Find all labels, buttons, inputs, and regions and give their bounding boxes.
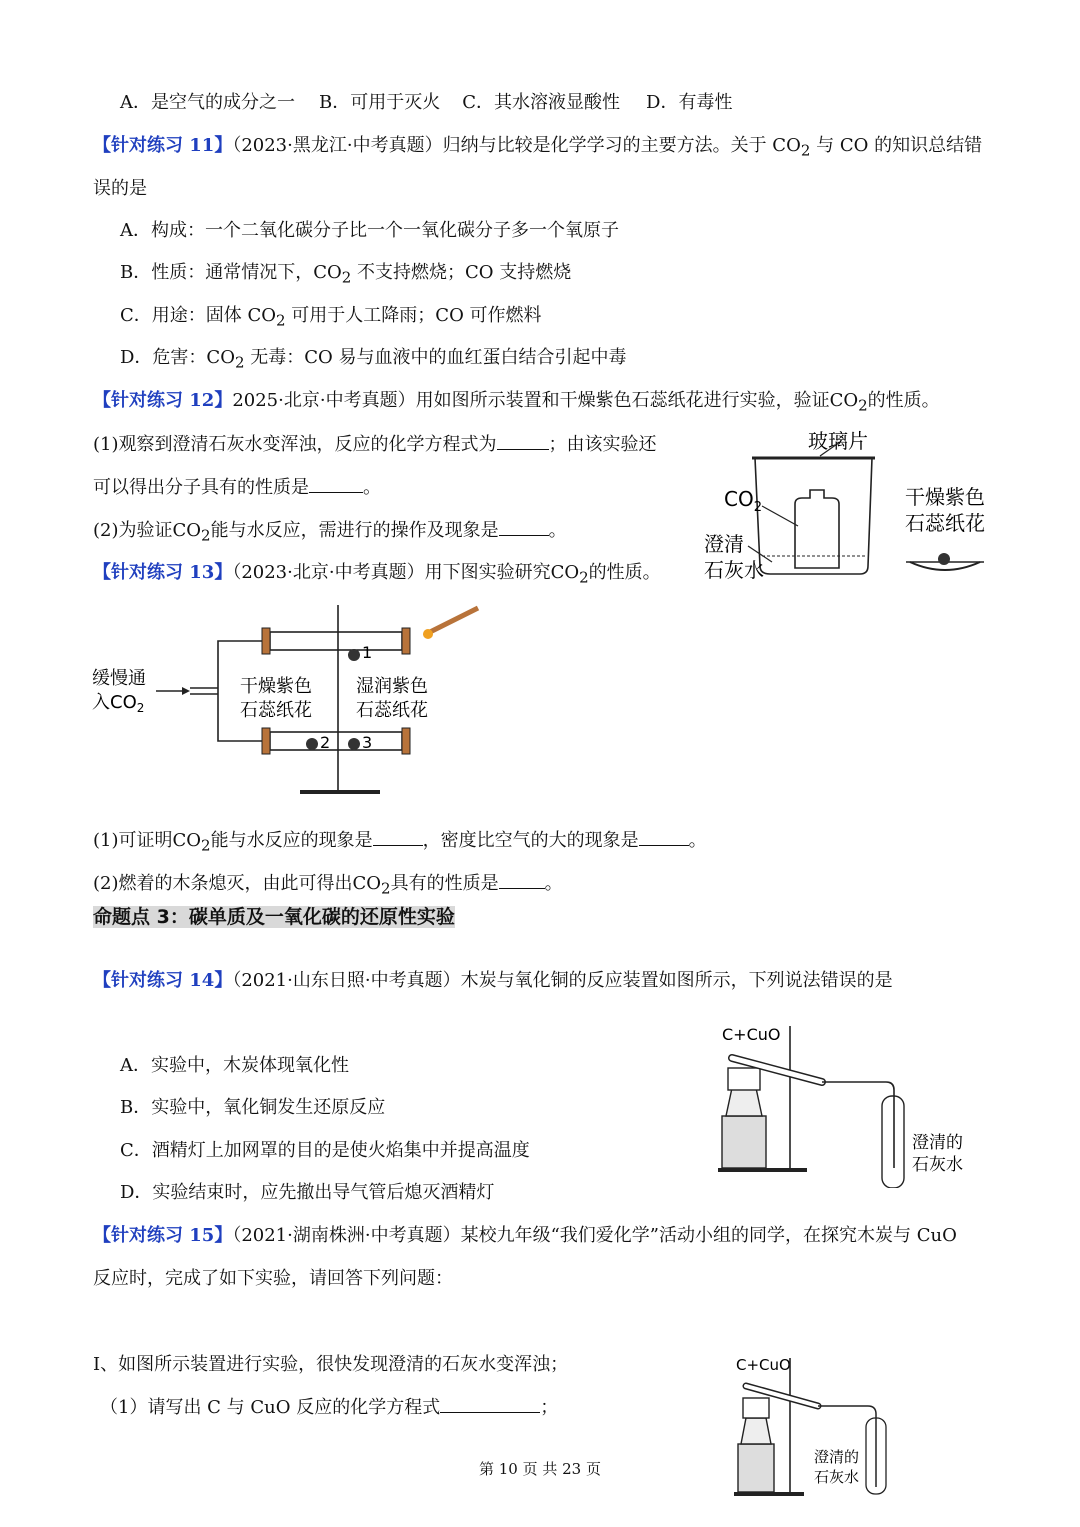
q11-option-a: A．构成：一个二氧化碳分子比一个一氧化碳分子多一个氧原子 (120, 220, 619, 241)
q15-stem-text: （2021·湖南株洲·中考真题）某校九年级“我们爱化学”活动小组的同学，在探究木炭与 CuO (232, 1225, 957, 1246)
q11-stem-line2: 误的是 (93, 178, 147, 199)
slow-co2-label-1: 缓慢通 (92, 668, 146, 689)
q13-stem (93, 562, 661, 589)
q12-part1-line1 (93, 433, 657, 456)
q11-option-c (120, 305, 542, 332)
q11-b-pre: B．性质：通常情况下，CO (120, 262, 342, 283)
q13-p1-mid: 能与水反应的现象是 (210, 830, 373, 851)
q11-option-b (120, 262, 571, 289)
q12-blank-property[interactable] (309, 476, 363, 493)
beaker (752, 458, 875, 574)
co2-leader-line (762, 506, 798, 526)
c-cuo-label: C+CuO (736, 1356, 791, 1374)
q10-option-b: B．可用于灭火 (319, 92, 441, 113)
flower-1 (348, 649, 360, 661)
q12-stem-end: 的性质。 (867, 390, 940, 411)
q11-c-sub: 2 (276, 311, 286, 330)
label-2: 2 (320, 733, 331, 752)
q12-p1b-end: 。 (363, 477, 381, 498)
wet-flower-label-2: 石蕊纸花 (356, 700, 428, 721)
q15-figure (730, 1352, 930, 1502)
q11-tag: 【针对练习 11】 (93, 135, 233, 156)
q11-d-pre: D．危害：CO (120, 347, 235, 368)
q13-p1-pre: (1)可证明CO (93, 830, 202, 851)
q11-stem (93, 135, 982, 162)
q12-p2-pre: (2)为验证CO (93, 520, 202, 541)
q13-tag: 【针对练习 13】 (93, 562, 233, 583)
q13-part2 (93, 872, 563, 900)
dry-flower-label-2: 石蕊纸花 (905, 511, 985, 535)
q13-p2-pre: (2)燃着的木条熄灭，由此可得出CO (93, 873, 382, 894)
wet-flower-label-1: 湿润紫色 (356, 676, 428, 697)
q12-tag: 【针对练习 12】 (93, 390, 233, 411)
limewater-label-1: 澄清的 (814, 1448, 860, 1466)
q13-blank-property[interactable] (499, 872, 545, 889)
q10-option-a: A．是空气的成分之一 (120, 92, 295, 113)
q11-option-d (120, 347, 627, 374)
q13-p2-mid: 具有的性质是 (390, 873, 499, 894)
q11-stem-end: 与 CO 的知识总结错 (810, 135, 983, 156)
dry-flower-label-2: 石蕊纸花 (240, 700, 312, 721)
q13-stem-end: 的性质。 (588, 562, 661, 583)
q12-p2-post: 能与水反应，需进行的操作及现象是 (210, 520, 499, 541)
q12-p1a-end: ；由该实验还 (548, 434, 657, 455)
dry-flower-label-1: 干燥紫色 (240, 676, 312, 697)
q12-stem (93, 390, 940, 417)
q14-figure (712, 1018, 982, 1188)
q12-stem-text: 2025·北京·中考真题）用如图所示装置和干燥紫色石蕊纸花进行实验，验证CO (232, 390, 859, 411)
q15-stem (93, 1225, 957, 1247)
co2-label: $CO_2$ (724, 487, 762, 515)
q15-p1-pre: （1）请写出 C 与 CuO 反应的化学方程式 (100, 1397, 441, 1418)
q11-d-post: 无毒：CO 易与血液中的血红蛋白结合引起中毒 (244, 347, 627, 368)
delivery-tube (822, 1082, 894, 1168)
limewater-tube (882, 1096, 904, 1188)
q13-stem-sub: 2 (579, 568, 589, 587)
label-3: 3 (362, 733, 373, 752)
q10-options (120, 92, 732, 114)
q12-stem-sub: 2 (858, 396, 868, 415)
label-1: 1 (362, 643, 373, 662)
q10-option-d: D．有毒性 (646, 92, 733, 113)
q11-d-sub: 2 (234, 353, 245, 372)
q10-option-c: C．其水溶液显酸性 (462, 92, 621, 113)
q14-stem (93, 970, 893, 992)
q12-p1b-text: 可以得出分子具有的性质是 (93, 477, 309, 498)
q12-figure (700, 428, 1010, 588)
q11-b-post: 不支持燃烧；CO 支持燃烧 (351, 262, 572, 283)
q12-blank-equation[interactable] (497, 433, 549, 450)
q15-question1 (100, 1396, 558, 1419)
c-cuo-label: C+CuO (722, 1025, 781, 1044)
q14-option-b: B．实验中，氧化铜发生还原反应 (120, 1097, 386, 1118)
q15-tag: 【针对练习 15】 (93, 1225, 233, 1246)
burning-match (430, 608, 478, 632)
dry-litmus-flower (906, 553, 984, 570)
section-3-heading (93, 906, 455, 928)
apparatus-frame (190, 605, 402, 792)
q11-c-pre: C．用途：固体 CO (120, 305, 277, 326)
q14-option-a: A．实验中，木炭体现氧化性 (120, 1055, 349, 1076)
flower-3 (348, 738, 360, 750)
q14-tag: 【针对练习 14】 (93, 970, 233, 991)
section-3-title: 命题点 3：碳单质及一氧化碳的还原性实验 (93, 906, 455, 928)
q12-part2 (93, 519, 567, 547)
q12-p2-sub: 2 (201, 526, 211, 545)
q13-p1-sub: 2 (201, 836, 211, 855)
q13-stem-text: （2023·北京·中考真题）用下图实验研究CO (232, 562, 580, 583)
q13-figure (90, 600, 490, 805)
q14-option-c: C．酒精灯上加网罩的目的是使火焰集中并提高温度 (120, 1140, 530, 1161)
dry-flower-label-1: 干燥紫色 (905, 485, 985, 509)
flame (423, 629, 433, 639)
limewater-label-2: 石灰水 (704, 558, 764, 582)
q13-p1-end: 。 (688, 830, 707, 851)
q11-c-post: 可用于人工降雨；CO 可作燃料 (285, 305, 542, 326)
q13-p2-sub: 2 (381, 879, 391, 898)
q13-blank-water[interactable] (373, 829, 423, 846)
q14-option-d: D．实验结束时，应先撤出导气管后熄灭酒精灯 (120, 1182, 495, 1203)
q15-blank-equation[interactable] (440, 1396, 540, 1413)
slow-co2-label-2: 入$CO_2$ (92, 692, 145, 715)
q12-blank-operation[interactable] (499, 519, 549, 536)
q13-p1-mid2: ，密度比空气的大的现象是 (422, 830, 639, 851)
q12-part1-line2 (93, 476, 381, 499)
q12-p1a-text: (1)观察到澄清石灰水变浑浊，反应的化学方程式为 (93, 434, 497, 455)
q15-stem-line2: 反应时，完成了如下实验，请回答下列问题： (93, 1268, 453, 1289)
flower-2 (306, 738, 318, 750)
q15-p1-end: ； (540, 1397, 559, 1418)
arrow-head (182, 687, 190, 695)
q13-part1 (93, 829, 707, 857)
limewater-label-2: 石灰水 (912, 1155, 963, 1175)
limewater-label-1: 澄清的 (912, 1133, 963, 1153)
q13-blank-density[interactable] (639, 829, 689, 846)
glass-plate-label: 玻璃片 (808, 429, 868, 453)
q11-stem-text: （2023·黑龙江·中考真题）归纳与比较是化学学习的主要方法。关于 CO (232, 135, 801, 156)
q14-stem-text: （2021·山东日照·中考真题）木炭与氧化铜的反应装置如图所示，下列说法错误的是 (232, 970, 893, 991)
q13-p2-end: 。 (544, 873, 563, 894)
page-footer: 第 10 页 共 23 页 (478, 1460, 601, 1478)
lamp (722, 1068, 766, 1168)
limewater-label-2: 石灰水 (814, 1468, 860, 1486)
q12-p2-end: 。 (548, 520, 567, 541)
q15-part1: I、如图所示装置进行实验，很快发现澄清的石灰水变浑浊； (93, 1354, 569, 1375)
q11-stem-sub: 2 (800, 141, 811, 160)
limewater-label-1: 澄清 (704, 532, 744, 556)
q11-b-sub: 2 (341, 268, 352, 287)
